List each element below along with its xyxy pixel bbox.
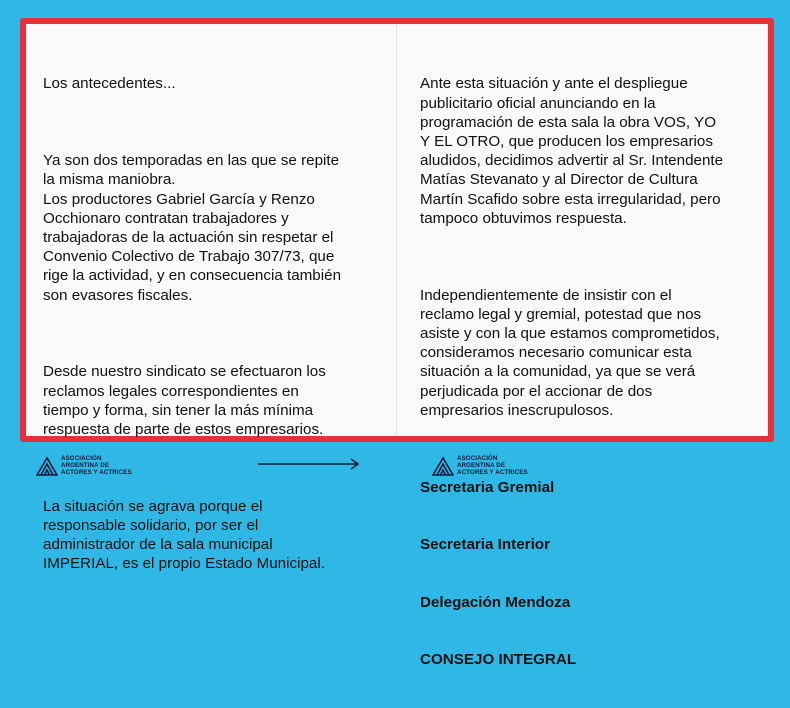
right-paragraph-1: Ante esta situación y ante el despliegue publicitario oficial anunciando en la programación de esta sala la obra VOS, YO Y EL OTRO, que producen los empresarios aludidos, decidimos advertir al Sr. Intendente Matías Stevanato y al Director de Cultura Martín Scafido sobre esta irregularidad, pero tampoco obtuvimos respuesta.: [420, 75, 724, 227]
logo-left-text: ASOCIACIÓN ARGENTINA DE ACTORES Y ACTRICES: [61, 455, 132, 476]
footer-logo-right: [432, 455, 529, 476]
left-paragraph-3: Desde nuestro sindicato se efectuaron los reclamos legales correspondientes en tiempo y forma, sin tener la más mínima respuesta de parte de estos empresarios.: [43, 363, 326, 439]
signature-consejo: CONSEJO INTEGRAL: [420, 651, 577, 669]
signature-mendoza: Delegación Mendoza: [420, 593, 571, 611]
right-page-text: [420, 36, 765, 708]
left-page-text: [43, 36, 391, 631]
footer-logo-left: [36, 455, 133, 476]
association-logo-icon: [36, 456, 58, 476]
signature-gremial: Secretaria Gremial: [420, 478, 555, 496]
logo-right-text: ASOCIACIÓN ARGENTINA DE ACTORES Y ACTRICES: [457, 455, 528, 476]
signature-interior: Secretaria Interior: [420, 536, 550, 554]
right-paragraph-2: Independientemente de insistir con el reclamo legal y gremial, potestad que nos asiste y con la que estamos comprometidos, consideramos necesario comunicar esta situación a la comunidad, ya que se verá perjudicada por el accionar de dos empresarios inescrupulosos.: [420, 286, 720, 419]
left-paragraph-2: Ya son dos temporadas en las que se repite la misma maniobra. Los productores Gabriel García y Renzo Occhionaro contratan trabajadores y trabajadoras de la actuación sin respetar el Convenio Colectivo de Trabajo 307/73, que rige la actividad, y en consecuencia también son evasores fiscales.: [43, 152, 342, 304]
left-paragraph-4: La situación se agrava porque el responsable solidario, por ser el administrador de la sala municipal IMPERIAL, es el propio Estado Municipal.: [43, 497, 325, 573]
left-paragraph-1: Los antecedentes...: [43, 75, 176, 93]
right-arrow-icon: [257, 457, 361, 471]
association-logo-icon: [432, 456, 454, 476]
